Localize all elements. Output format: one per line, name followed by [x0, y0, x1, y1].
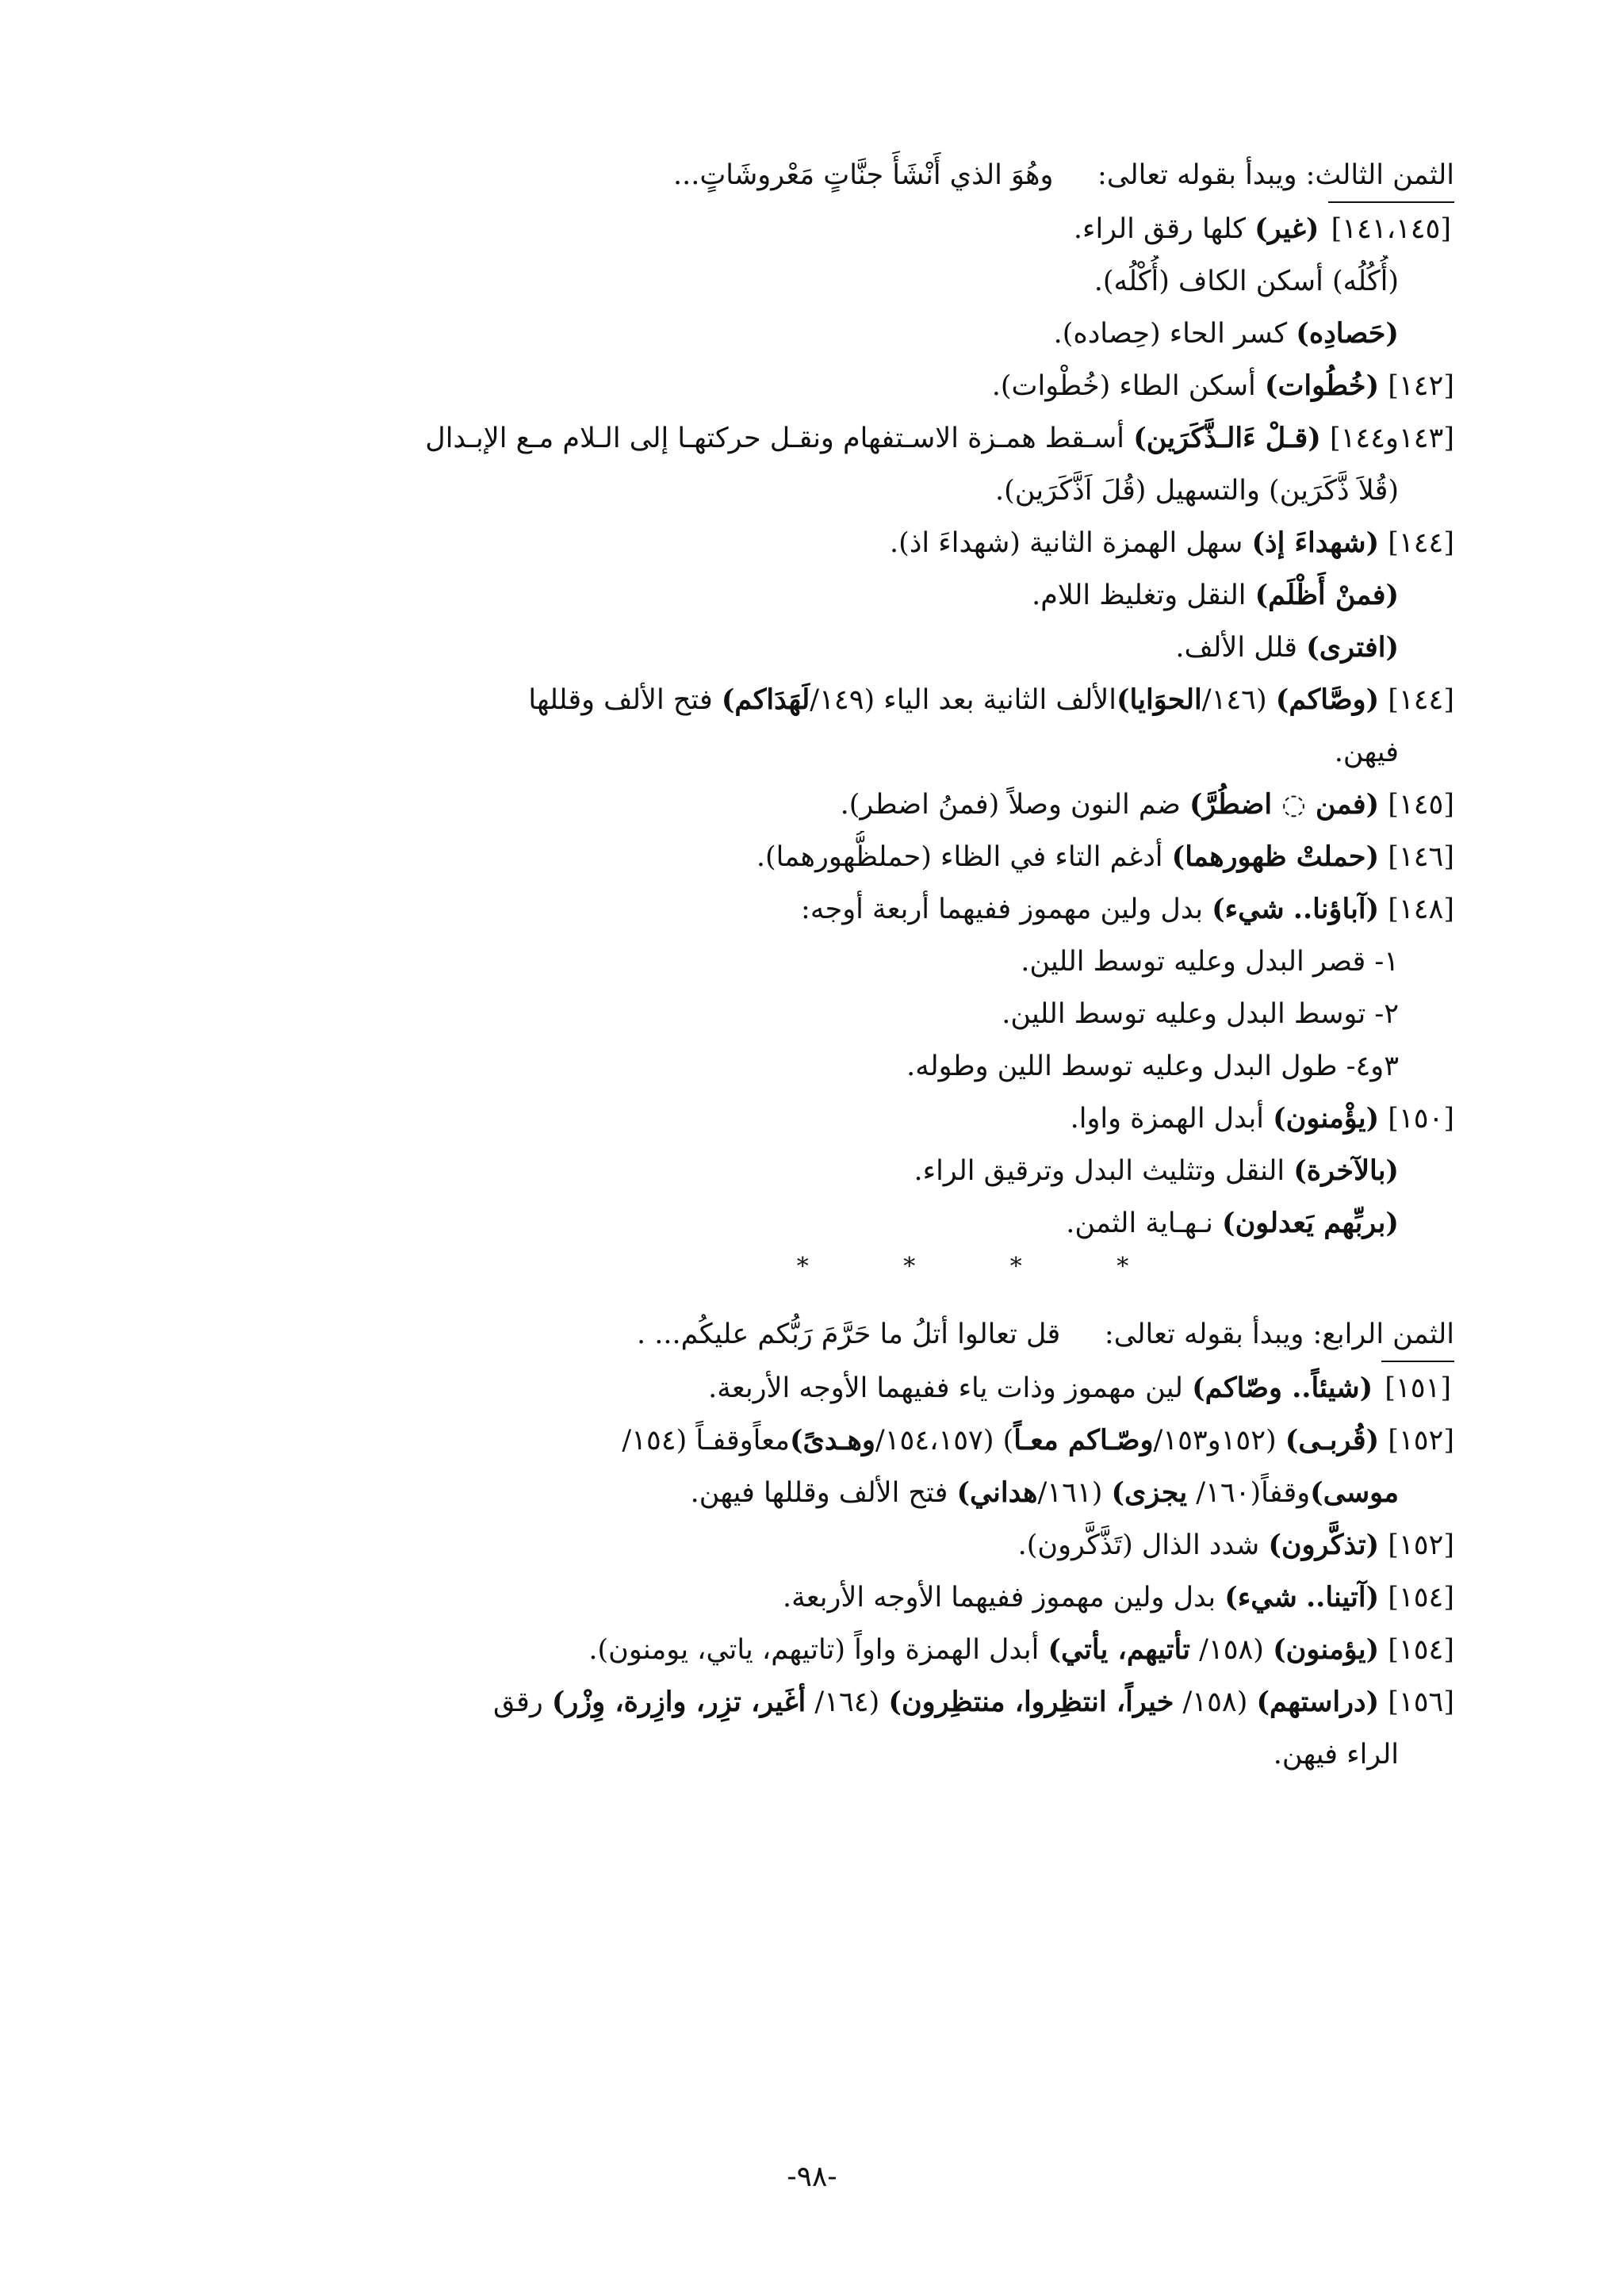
- entry-note: الألف الثانية بعد الياء (١٤٩/: [810, 684, 1116, 716]
- entry-word: (يؤْمنون): [1273, 1102, 1380, 1135]
- page-number: -٩٨-: [787, 2161, 837, 2193]
- entry-note: أبدل الهمزة واوا.: [1070, 1103, 1264, 1135]
- entry-word: شيء): [1212, 893, 1285, 925]
- entry-note: لين مهموز وذات ياء ففيهما الأوجه الأربعة.: [708, 1372, 1183, 1404]
- entry-word: (يؤمنون): [1273, 1633, 1380, 1666]
- entry-note: فيهن.: [1334, 737, 1399, 768]
- section4-heading: [170, 1308, 1454, 1361]
- entry-note: أسكن الطاء (خُطْوات).: [991, 370, 1256, 402]
- entry-line: [170, 622, 1454, 674]
- entry-line: [170, 412, 1454, 465]
- entry-word: (قُربـى): [1285, 1424, 1380, 1457]
- entry-line: [170, 1197, 1454, 1250]
- entry-note: أبدل الهمزة واواً (تاتيهم، ياتي، يومنون).: [588, 1634, 1040, 1666]
- entry-word: (آتينا..: [1305, 1581, 1380, 1614]
- entry-line: [170, 360, 1454, 412]
- entry-word: شيء): [1224, 1581, 1297, 1614]
- entry-note: النقل وتثليث البدل وترقيق الراء.: [914, 1155, 1285, 1187]
- verse-ref: [١٤١،١٤٥]: [1328, 201, 1454, 255]
- verse-ref: [١٥٦]: [1388, 1686, 1454, 1718]
- entry-line: [170, 255, 1454, 308]
- verse-ref: [١٤٤]: [1388, 527, 1454, 559]
- page-body: [170, 149, 1454, 1781]
- entry-line: [170, 674, 1454, 726]
- entry-line: [170, 1519, 1454, 1571]
- entry-line: [170, 308, 1454, 360]
- entry-note: أسكن الكاف (أُكْلُه).: [1094, 266, 1323, 297]
- entry-note: كسر الحاء (حِصاده).: [1053, 318, 1288, 350]
- entry-note: (١٥٤،١٥٧/: [875, 1425, 994, 1457]
- verse-ref: [١٤٣و١٤٤]: [1329, 423, 1454, 454]
- entry-note: معاًوقفـاً (١٥٤/: [622, 1425, 790, 1457]
- section-separator: * * * *: [796, 1253, 1129, 1280]
- entry-note: ١- قصر البدل وعليه توسط اللين.: [1021, 946, 1399, 978]
- verse-ref: [١٤٤]: [1388, 684, 1454, 716]
- entry-word: تأتيهم، يأتي): [1048, 1633, 1190, 1666]
- entry-note: بدل ولين مهموز ففيهما الأوجه الأربعة.: [782, 1582, 1216, 1614]
- verse-ref: [١٤٥]: [1388, 789, 1454, 821]
- entry-word: (افترى): [1306, 631, 1399, 664]
- entry-line: [170, 936, 1454, 988]
- section4-heading-verse: قل تعالوا أتلُ ما حَرَّمَ رَبُّكم عليكُم... .: [636, 1319, 1061, 1350]
- entry-word: خيراً، انتظِروا، منتظِرون): [888, 1686, 1174, 1718]
- entry-word: وهـدىً): [789, 1424, 875, 1457]
- entry-line: [١٥٢] (قُربـى) (١٥٢و١٥٣/وصّـاكم معـاً) (١٥٤،١٥٧/وهـدىً)معاًوقفـاً (١٥٤/: [622, 1424, 1454, 1457]
- entry-word: (شيئاً.. وصّاكم): [1192, 1372, 1373, 1404]
- entry-word: لَهَدَاكم): [721, 683, 810, 716]
- entry-word: (بالآخرة): [1293, 1154, 1399, 1187]
- entry-note: شدد الذال (تَذَّكَّرون).: [1017, 1529, 1260, 1561]
- entry-word: (فمن ◌ اضطُرَّ): [1189, 788, 1380, 821]
- entry-note: (قُلاَ ذَّكَرَين) والتسهيل (قُلَ اَذَّكَرَين).: [995, 475, 1399, 507]
- entry-line: [170, 201, 1454, 255]
- entry-line: [170, 988, 1454, 1040]
- entry-line: [170, 883, 1454, 936]
- entry-note: أدغم التاء في الظاء (حملظُّهورهما).: [756, 841, 1163, 873]
- entry-line: [170, 465, 1454, 517]
- entry-line: [170, 1676, 1454, 1728]
- entry-note: بدل ولين مهموز ففيهما أربعة أوجه:: [801, 894, 1203, 925]
- entry-word: (فمنْ أَظْلَم): [1254, 579, 1399, 611]
- entry-word: (دراستهم): [1256, 1686, 1380, 1718]
- entry-note: نـهـاية الثمن.: [1066, 1208, 1213, 1239]
- entry-word: موسى): [1310, 1476, 1399, 1509]
- verse-ref: [١٥٠]: [1388, 1103, 1454, 1135]
- entry-word: (حملتْ ظهورهما): [1171, 840, 1380, 873]
- entry-word: وصّـاكم معـاً: [1013, 1424, 1154, 1457]
- entry-line: [170, 569, 1454, 622]
- entry-note: فتح الألف وقللها: [528, 684, 713, 716]
- verse-ref: [١٤٨]: [1388, 894, 1454, 925]
- entry-line: [170, 779, 1454, 831]
- entry-word: (وصَّاكم): [1275, 683, 1380, 716]
- section3-heading-label: الثمن الثالث: ويبدأ بقوله تعالى:: [1097, 159, 1454, 191]
- entry-word: (آباؤنا..: [1293, 893, 1380, 925]
- entry-line: [170, 517, 1454, 569]
- entry-word: هداني): [956, 1476, 1038, 1509]
- entry-line: [170, 1571, 1454, 1624]
- entry-note: فتح الألف وقللها فيهن.: [690, 1477, 948, 1509]
- entry-note: (١٥٨/: [1182, 1686, 1248, 1718]
- entry-word: (شهداءَ إذ): [1251, 526, 1380, 559]
- verse-ref: [١٥٢]: [1388, 1529, 1454, 1561]
- entry-note: الراء فيهن.: [1273, 1739, 1399, 1770]
- entry-note: وقفاً(١٦٠/: [1196, 1477, 1311, 1509]
- entry-note: (١٥٢و١٥٣/: [1153, 1425, 1277, 1457]
- entry-note: كلها رقق الراء.: [1073, 213, 1247, 245]
- verse-ref: [١٤٦]: [1388, 841, 1454, 873]
- entry-word: (حَصادِه): [1296, 317, 1399, 350]
- entry-word: (غير): [1254, 212, 1320, 245]
- verse-ref: [١٥٤]: [1388, 1582, 1454, 1614]
- entry-note: أسـقط همـزة الاسـتفهام ونقـل حركتهـا إلى الـلام مـع الإبـدال: [425, 423, 1125, 454]
- entry-line: [170, 1467, 1454, 1519]
- entry-note: قلل الألف.: [1175, 632, 1298, 664]
- entry-line: [170, 1361, 1454, 1414]
- entry-word: (خُطُوات): [1264, 369, 1380, 402]
- entry-note: ضم النون وصلاً (فمنُ اضطر).: [840, 789, 1181, 821]
- entry-note: (١٤٦/: [1201, 684, 1267, 716]
- entry-note: (١٥٨/: [1199, 1634, 1264, 1666]
- verse-ref: [١٤٢]: [1388, 370, 1454, 402]
- entry-note: (١٦٤/: [814, 1686, 880, 1718]
- entry-word: (قـلْ ءَالـذَّكَرَين): [1133, 422, 1321, 454]
- entry-word: الحوَايا): [1116, 683, 1202, 716]
- entry-word: (أُكُلُه): [1331, 266, 1399, 297]
- entry-note: رقق: [492, 1686, 543, 1718]
- entry-note: ٣و٤- طول البدل وعليه توسط اللين وطوله.: [906, 1051, 1399, 1082]
- entry-line: [170, 1040, 1454, 1093]
- entry-word: (تذكَّرون): [1268, 1529, 1380, 1561]
- section4-heading-label: الثمن الرابع: ويبدأ بقوله تعالى:: [1104, 1319, 1454, 1350]
- verse-ref: [١٥٤]: [1388, 1634, 1454, 1666]
- entry-line: [170, 1624, 1454, 1676]
- entry-word: يجزى): [1111, 1476, 1188, 1509]
- entry-note: (١٦١/: [1037, 1477, 1103, 1509]
- section3-heading-verse: وهُوَ الذي أَنْشَأَ جنَّاتٍ مَعْروشَاتٍ...: [672, 159, 1054, 191]
- entry-line: [170, 831, 1454, 883]
- entry-word: (بربِّهم يَعدلون): [1222, 1207, 1399, 1239]
- entry-line: [170, 1145, 1454, 1197]
- entry-line: [170, 1093, 1454, 1145]
- entry-word: أغَير، تزِر، وازِرة، وِزْر): [551, 1686, 806, 1718]
- verse-ref: [١٥٢]: [1388, 1425, 1454, 1457]
- entry-line: [170, 726, 1454, 779]
- section3-heading: [170, 149, 1454, 201]
- entry-note: النقل وتغليظ اللام.: [1032, 580, 1247, 611]
- entry-note: سهل الهمزة الثانية (شهداءَ اذ).: [890, 527, 1243, 559]
- verse-ref: [١٥١]: [1381, 1361, 1454, 1414]
- entry-line: [170, 1728, 1454, 1781]
- entry-note: ٢- توسط البدل وعليه توسط اللين.: [1002, 998, 1399, 1030]
